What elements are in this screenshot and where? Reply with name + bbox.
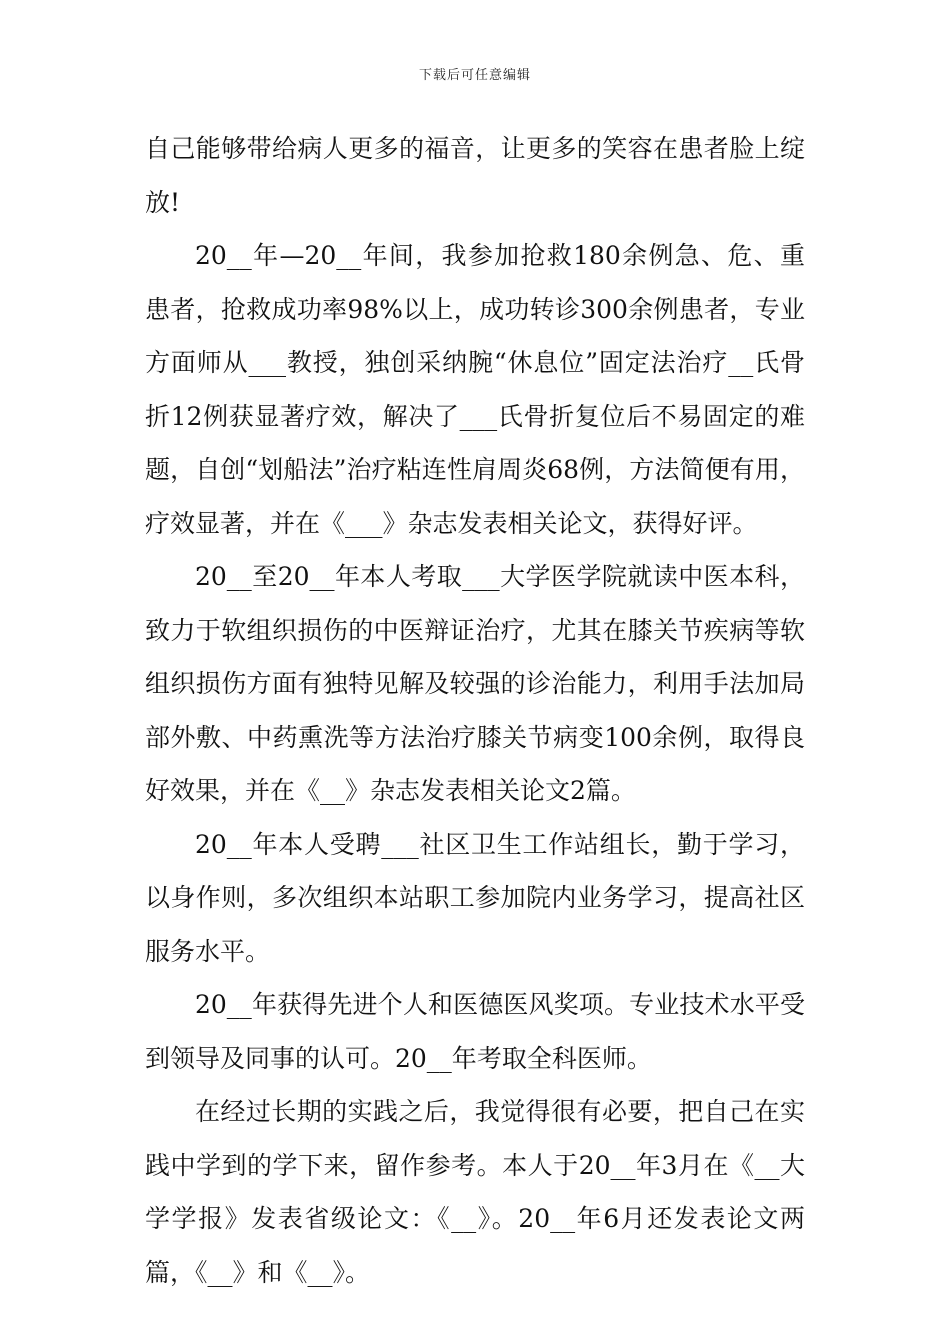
paragraph-continuation: 自己能够带给病人更多的福音，让更多的笑容在患者脸上绽放! bbox=[145, 134, 805, 217]
document-body bbox=[145, 122, 805, 1299]
paragraph-publications: 在经过长期的实践之后，我觉得很有必要，把自己在实践中学到的学下来，留作参考。本人于20__年3月在《__大学学报》发表省级论文：《__》。20__年6月还发表论文两篇，《__》和《__》。 bbox=[145, 1097, 805, 1287]
page-header: 下载后可任意编辑 bbox=[418, 68, 531, 83]
paragraph-university-study: 20__至20__年本人考取___大学医学院就读中医本科，致力于软组织损伤的中医辩证治疗，尤其在膝关节疾病等软组织损伤方面有独特见解及较强的诊治能力，利用手法加局部外敷、中药熏洗等方法治疗膝关节病变100余例，取得良好效果，并在《__》杂志发表相关论文2篇。 bbox=[145, 562, 805, 805]
paragraph-community-station: 20__年本人受聘___社区卫生工作站组长，勤于学习，以身作则，多次组织本站职工参加院内业务学习，提高社区服务水平。 bbox=[145, 829, 805, 966]
paragraph-awards: 20__年获得先进个人和医德医风奖项。专业技术水平受到领导及同事的认可。20__年考取全科医师。 bbox=[145, 990, 805, 1073]
paragraph-rescue-experience: 20__年—20__年间，我参加抢救180余例急、危、重患者，抢救成功率98%以上，成功转诊300余例患者，专业方面师从___教授，独创采纳腕“休息位”固定法治疗__氏骨折12例获显著疗效，解决了___氏骨折复位后不易固定的难题，自创“划船法”治疗粘连性肩周炎68例，方法简便有用，疗效显著，并在《___》杂志发表相关论文，获得好评。 bbox=[145, 241, 805, 538]
